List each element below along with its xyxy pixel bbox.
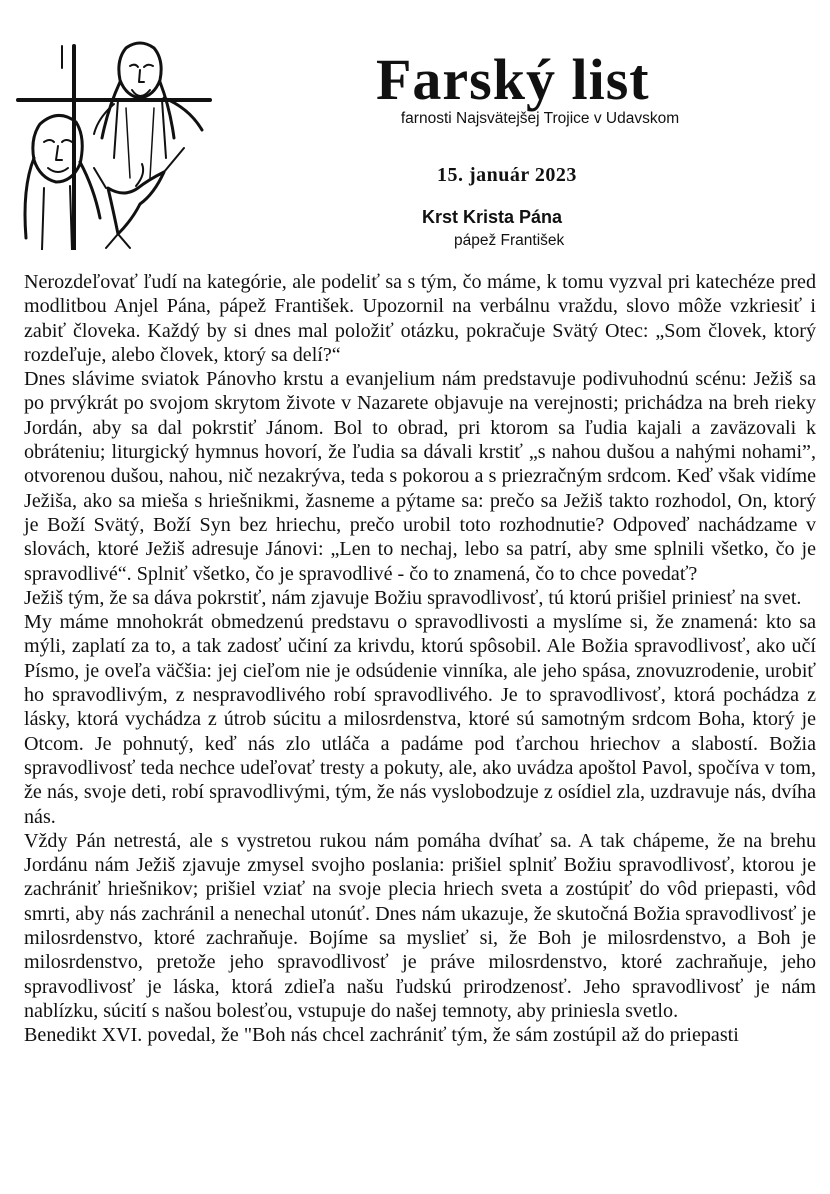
- article-paragraph: Ježiš tým, že sa dáva pokrstiť, nám zjavuje Božiu spravodlivosť, tú ktorú prišiel priniesť na svet.: [24, 586, 802, 609]
- trinity-icon: [14, 38, 214, 250]
- article-author: pápež František: [454, 232, 565, 249]
- feast-title: Krst Krista Pána: [422, 207, 563, 227]
- article-paragraph: Benedikt XVI. povedal, že "Boh nás chcel zachrániť tým, že sám zostúpil až do priepasti: [24, 1024, 739, 1047]
- article-paragraph: Nerozdeľovať ľudí na kategórie, ale podeliť sa s tým, čo máme, k tomu vyzval pri katechéze pred modlitbou Anjel Pána, pápež František. Upozornil na verbálnu vraždu, slovo môže vzkriesiť i zabiť človeka. Každý by si dnes mal položiť otázku, pokračuje Svätý Otec: „Som človek, ktorý rozdeľuje, alebo človek, ktorý sa delí?“: [24, 271, 816, 366]
- newsletter-title: Farský list: [376, 47, 650, 112]
- parish-subtitle: farnosti Najsvätejšej Trojice v Udavskom: [400, 110, 680, 127]
- article-paragraph: My máme mnohokrát obmedzenú predstavu o spravodlivosti a myslíme si, že znamená: kto sa mýli, zaplatí za to, a tak zadosť učiní za krivdu, ktorú spôsobil. Ale Božia spravodlivosť, ako učí Písmo, je oveľa väčšia: jej cieľom nie je odsúdenie vinníka, ale jeho spása, znovuzrodenie, urobiť ho spravodlivým, z nespravodlivého robí spravodlivého. Je to spravodlivosť, ktorá pochádza z lásky, ktorá vychádza z útrob súcitu a milosrdenstva, ktoré sú samotným srdcom Boha, ktorý je Otcom. Je pohnutý, keď nás zlo utláča a padáme pod ťarchou hriechov a slabostí. Božia spravodlivosť teda nechce udeľovať tresty a pokuty, ale, ako uvádza apoštol Pavol, spočíva v tom, že nás, svoje deti, robí spravodlivými, tým, že nás vyslobodzuje z osídiel zla, uzdravuje nás, dvíha nás.: [24, 611, 816, 828]
- article-paragraph: Dnes slávime sviatok Pánovho krstu a evanjelium nám predstavuje podivuhodnú scénu: Ježiš sa po prvýkrát po svojom skrytom živote v Nazarete objavuje na verejnosti; prichádza na breh rieky Jordán, aby sa dal pokrstiť Jánom. Bol to obrad, pri ktorom sa ľudia kajali a zaväzovali k obráteniu; liturgický hymnus hovorí, že ľudia sa dávali krstiť „s nahou dušou a nahými nohami”, otvorenou dušou, nahou, nič nezakrýva, teda s pokorou a s priezračným srdcom. Keď však vidíme Ježiša, ako sa mieša s hriešnikmi, žasneme a pýtame sa: prečo sa Ježiš takto rozhodol, On, ktorý je Boží Svätý, Boží Syn bez hriechu, prečo urobil toto rozhodnutie? Odpoveď nachádzame v slovách, ktoré Ježiš adresuje Jánovi: „Len to nechaj, lebo sa patrí, aby sme splnili všetko, čo je spravodlivé“. Splniť všetko, čo je spravodlivé - čo to znamená, čo to chce povedať?: [24, 368, 816, 585]
- trinity-logo: [14, 38, 214, 250]
- issue-date: 15. január 2023: [437, 164, 577, 186]
- article-paragraph: Vždy Pán netrestá, ale s vystretou rukou nám pomáha dvíhať sa. A tak chápeme, že na brehu Jordánu nám Ježiš zjavuje zmysel svojho poslania: prišiel splniť Božiu spravodlivosť, ktorou je zachrániť hriešnikov; prišiel vziať na svoje plecia hriech sveta a zostúpiť do vôd priepasti, vôd smrti, aby nás zachránil a nenechal utonúť. Dnes nám ukazuje, že skutočná Božia spravodlivosť je milosrdenstvo, ktoré zachraňuje. Bojíme sa myslieť si, že Boh je milosrdenstvo, a Boh je milosrdenstvo, pretože jeho spravodlivosť je práve milosrdenstvo, ktoré zachraňuje, jeho spravodlivosť je láska, ktorá zdieľa našu ľudskú prirodzenosť. Jeho spravodlivosť je nám nablízku, súcití s našou bolesťou, vstupuje do našej temnoty, aby priniesla svetlo.: [24, 829, 816, 1022]
- article-body: [24, 270, 816, 1048]
